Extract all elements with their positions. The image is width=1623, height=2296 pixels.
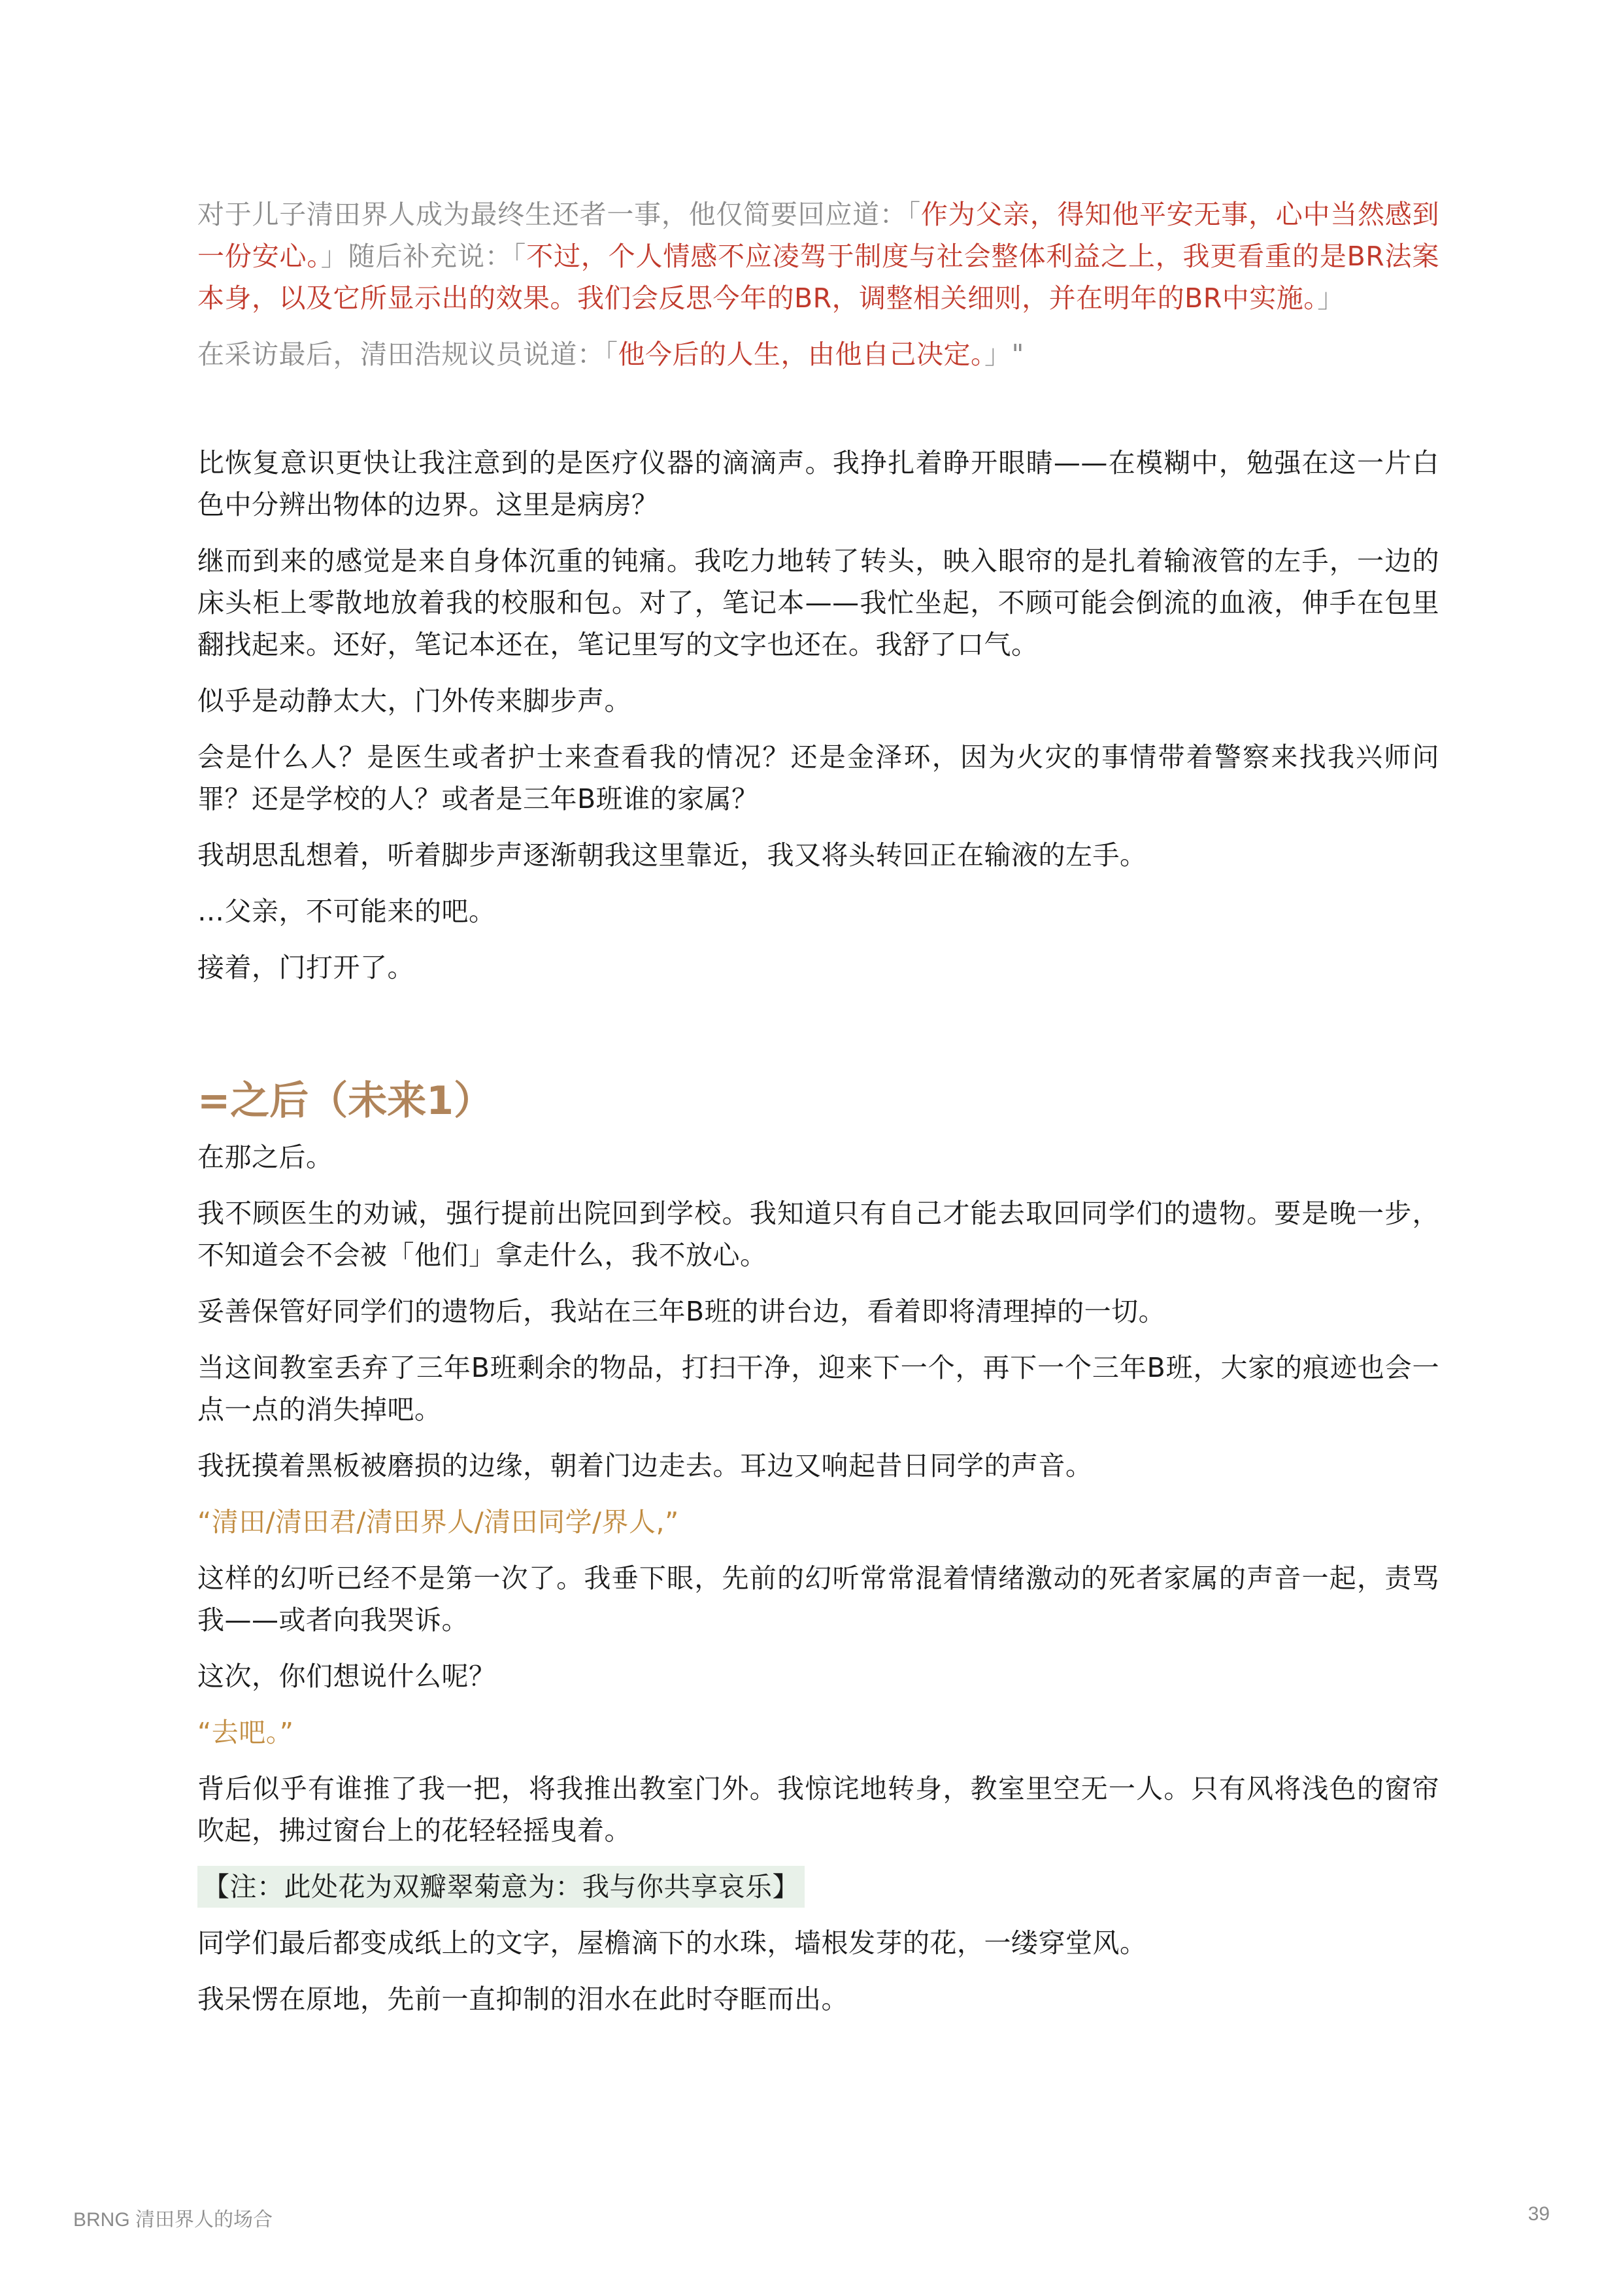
hospital-paragraph: 比恢复意识更快让我注意到的是医疗仪器的滴滴声。我挣扎着睁开眼睛——在模糊中，勉强在这一片白色中分辨出物体的边界。这里是病房？ [197,447,1439,520]
body-paragraph: 我抚摸着黑板被磨损的边缘，朝着门边走去。耳边又响起昔日同学的声音。 [197,1450,1093,1481]
hospital-paragraph: …父亲，不可能来的吧。 [197,896,496,927]
body-paragraph: 我不顾医生的劝诫，强行提前出院回到学校。我知道只有自己才能去取回同学们的遗物。要是晚一步，不知道会不会被「他们」拿走什么，我不放心。 [197,1198,1439,1271]
page-number: 39 [1528,2203,1550,2225]
quote-red-3: 他今后的人生，由他自己决定。 [618,339,984,370]
hospital-paragraph: 会是什么人？是医生或者护士来查看我的情况？还是金泽环，因为火灾的事情带着警察来找我兴师问罪？还是学校的人？或者是三年B班谁的家属？ [197,741,1439,815]
body-paragraph: 背后似乎有谁推了我一把，将我推出教室门外。我惊诧地转身，教室里空无一人。只有风将浅色的窗帘吹起，拂过窗台上的花轻轻摇曳着。 [197,1773,1439,1846]
quote-end: 」 [1317,282,1345,314]
spacer [197,390,1439,442]
spacer [197,1003,1439,1075]
quote-lead: 对于儿子清田界人成为最终生还者一事，他仅简要回应道：「 [197,199,921,230]
body-paragraph: 妥善保管好同学们的遗物后，我站在三年B班的讲台边，看着即将清理掉的一切。 [197,1296,1166,1327]
body-paragraph: 同学们最后都变成纸上的文字，屋檐滴下的水珠，墙根发芽的花，一缕穿堂风。 [197,1927,1147,1959]
quote-lead-2: 在采访最后，清田浩规议员说道：「 [197,339,618,370]
quote-end-2: 」" [984,339,1024,370]
quote-red-2: 不过，个人情感不应凌驾于制度与社会整体利益之上，我更看重的是BR法案本身，以及它所显示出的效果。我们会反思今年的BR，调整相关细则，并在明年的BR中实施。 [197,241,1439,314]
body-paragraph: 这次，你们想说什么呢？ [197,1661,496,1692]
quote-paragraph-2 [197,333,1439,375]
note-highlight: 【注：此处花为双瓣翠菊意为：我与你共享哀乐】 [197,1866,805,1908]
quote-paragraph-1 [197,194,1439,319]
quote-mid: 」随后补充说：「 [320,241,527,272]
section-heading: =之后（未来1） [197,1078,494,1124]
quote-red-1: 作为父亲，得知他平安无事，心中当然感到一份安心。 [197,199,1440,272]
footer-title: BRNG 清田界人的场合 [73,2209,273,2231]
hospital-paragraph: 似乎是动静太大，门外传来脚步声。 [197,685,631,717]
body-paragraph: 我呆愣在原地，先前一直抑制的泪水在此时夺眶而出。 [197,1984,848,2015]
body-paragraph: 在那之后。 [197,1141,333,1173]
hospital-paragraph: 我胡思乱想着，听着脚步声逐渐朝我这里靠近，我又将头转回正在输液的左手。 [197,839,1147,871]
hospital-paragraph: 接着，门打开了。 [197,952,414,983]
hospital-paragraph: 继而到来的感觉是来自身体沉重的钝痛。我吃力地转了转头，映入眼帘的是扎着输液管的左手，一边的床头柜上零散地放着我的校服和包。对了，笔记本——我忙坐起，不顾可能会倒流的血液，伸手在包里翻找起来。还好，笔记本还在，笔记里写的文字也还在。我舒了口气。 [197,545,1439,660]
dialogue-quote: “去吧。” [197,1717,294,1748]
body-paragraph: 这样的幻听已经不是第一次了。我垂下眼，先前的幻听常常混着情绪激动的死者家属的声音一起，责骂我——或者向我哭诉。 [197,1562,1439,1636]
page-content [197,194,1439,2034]
note-paragraph [197,1866,1439,1908]
body-paragraph: 当这间教室丢弃了三年B班剩余的物品，打扫干净，迎来下一个，再下一个三年B班，大家的痕迹也会一点一点的消失掉吧。 [197,1352,1439,1425]
dialogue-quote: “清田/清田君/清田界人/清田同学/界人,” [197,1506,679,1538]
